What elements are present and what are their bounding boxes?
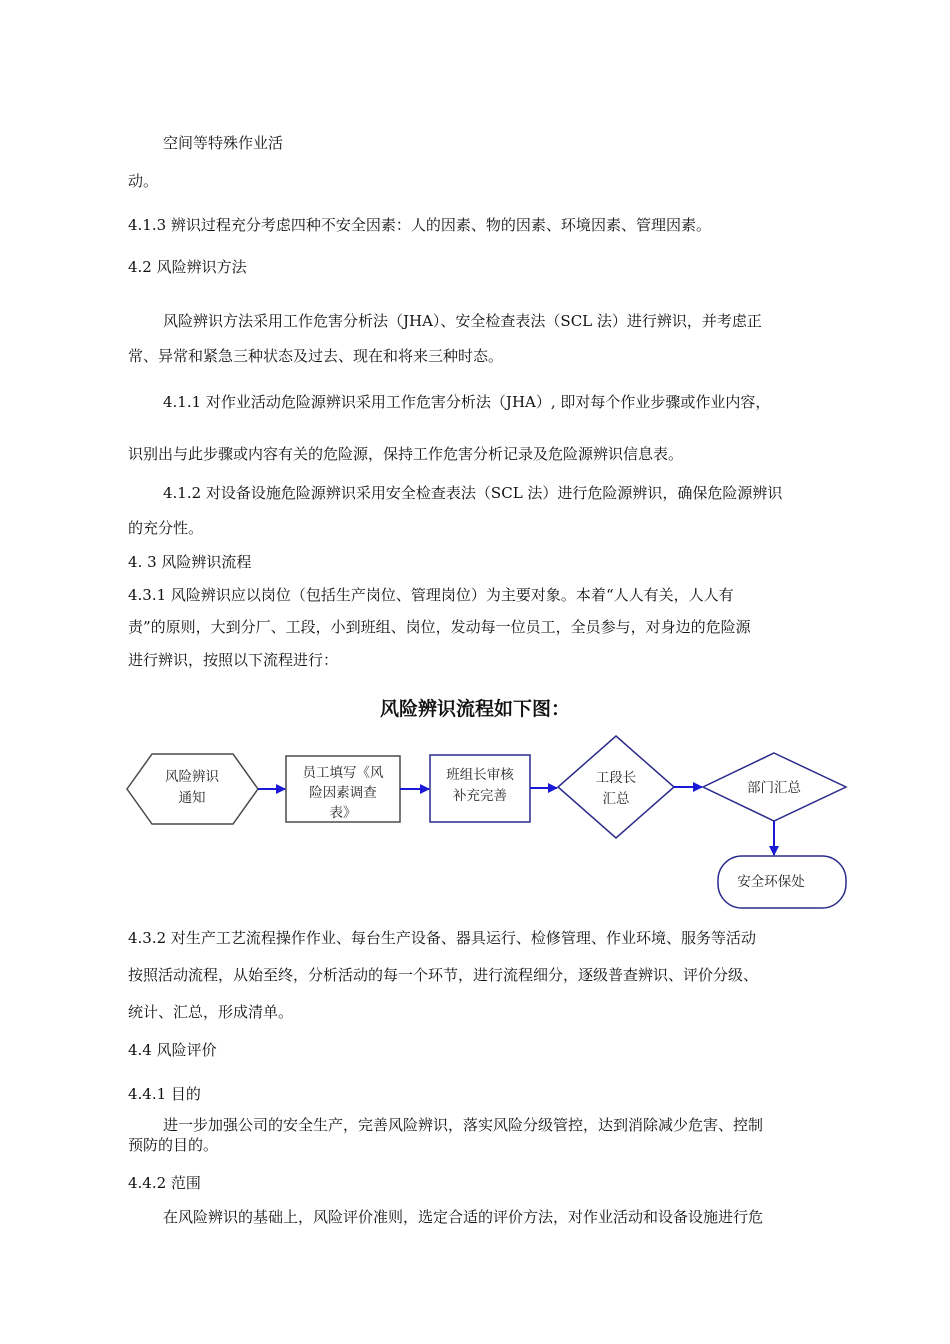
node-department-summary xyxy=(703,753,846,821)
paragraph-line: 风险辨识方法采用工作危害分析法（JHA）、安全检查表法（SCL 法）进行辨识，并考虑正 xyxy=(163,312,762,330)
clause-4-1-1: 4.1.1 对作业活动危险源辨识采用工作危害分析法（JHA）, 即对每个作业步骤或作业内容， xyxy=(163,393,771,411)
paragraph-line: 进行辨识，按照以下流程进行： xyxy=(128,651,339,669)
paragraph-line: 识别出与此步骤或内容有关的危险源，保持工作危害分析记录及危险源辨识信息表。 xyxy=(128,445,684,463)
paragraph-line: 在风险辨识的基础上，风险评价准则，选定合适的评价方法，对作业活动和设备设施进行危 xyxy=(163,1208,764,1226)
node-label: 部门汇总 xyxy=(747,780,801,796)
node-label: 员工填写《风 xyxy=(302,765,384,781)
node-label: 表》 xyxy=(329,805,357,821)
paragraph-line: 常、异常和紧急三种状态及过去、现在和将来三种时态。 xyxy=(128,347,504,365)
subheading-4-4-1: 4.4.1 目的 xyxy=(128,1085,201,1103)
section-heading-4-2: 4.2 风险辨识方法 xyxy=(128,258,247,276)
paragraph-line: 统计、汇总，形成清单。 xyxy=(128,1003,294,1021)
clause-4-1-3: 4.1.3 辨识过程充分考虑四种不安全因素：人的因素、物的因素、环境因素、管理因素。 xyxy=(128,216,711,234)
node-safety-environment-office xyxy=(718,856,846,908)
node-label: 安全环保处 xyxy=(737,874,805,890)
node-label: 通知 xyxy=(178,790,206,806)
paragraph-line: 进一步加强公司的安全生产，完善风险辨识，落实风险分级管控，达到消除减少危害、控制 xyxy=(163,1116,764,1134)
node-label: 风险辨识 xyxy=(165,769,219,785)
node-label: 工段长 xyxy=(595,770,637,786)
paragraph-line: 空间等特殊作业活 xyxy=(163,134,284,152)
clause-4-3-1: 4.3.1 风险辨识应以岗位（包括生产岗位、管理岗位）为主要对象。本着“人人有关，人人有 xyxy=(128,586,734,604)
section-heading-4-3: 4. 3 风险辨识流程 xyxy=(128,553,252,571)
node-label: 险因素调查 xyxy=(309,785,377,801)
node-employee-survey xyxy=(286,756,400,822)
node-notification xyxy=(127,754,258,824)
section-heading-4-4: 4.4 风险评价 xyxy=(128,1041,217,1059)
paragraph-line: 动。 xyxy=(128,172,159,190)
subheading-4-4-2: 4.4.2 范围 xyxy=(128,1174,201,1192)
node-section-chief-summary xyxy=(558,736,674,838)
node-team-leader-review xyxy=(430,755,530,822)
node-label: 补充完善 xyxy=(453,788,507,804)
paragraph-line: 的充分性。 xyxy=(128,519,204,537)
paragraph-line: 预防的目的。 xyxy=(128,1136,219,1154)
paragraph-line: 责”的原则，大到分厂、工段，小到班组、岗位，发动每一位员工，全员参与，对身边的危险源 xyxy=(128,618,751,636)
paragraph-line: 按照活动流程，从始至终，分析活动的每一个环节，进行流程细分，逐级普查辨识、评价分级、 xyxy=(128,966,759,984)
diagram-title: 风险辨识流程如下图： xyxy=(379,698,570,720)
node-label: 汇总 xyxy=(602,791,630,807)
clause-4-3-2: 4.3.2 对生产工艺流程操作作业、每台生产设备、器具运行、检修管理、作业环境、服务等活动 xyxy=(128,929,756,947)
clause-4-1-2: 4.1.2 对设备设施危险源辨识采用安全检查表法（SCL 法）进行危险源辨识，确保危险源辨识 xyxy=(163,484,783,502)
node-label: 班组长审核 xyxy=(446,767,514,783)
